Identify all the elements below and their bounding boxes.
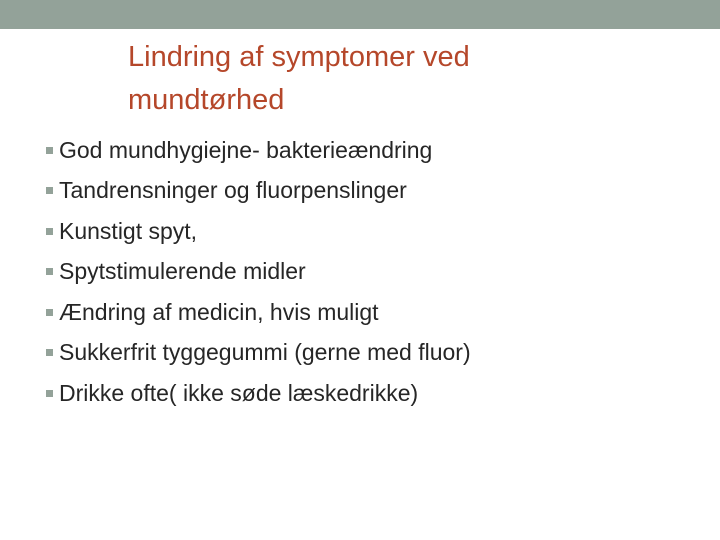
- bullet-item: [46, 171, 471, 212]
- bullet-item: [46, 252, 471, 293]
- bullet-item: [46, 292, 471, 333]
- square-bullet-icon: [46, 268, 53, 275]
- slide-title-line-1: Lindring af symptomer ved: [128, 41, 470, 73]
- square-bullet-icon: [46, 349, 53, 356]
- square-bullet-icon: [46, 147, 53, 154]
- bullet-text: Ændring af medicin, hvis muligt: [59, 298, 379, 325]
- bullet-text: Kunstigt spyt,: [59, 217, 198, 244]
- square-bullet-icon: [46, 228, 53, 235]
- square-bullet-icon: [46, 187, 53, 194]
- bullet-list: [46, 130, 471, 414]
- slide-title-line-2: mundtørhed: [128, 84, 285, 116]
- slide-title: [128, 36, 648, 122]
- bullet-text: God mundhygiejne- bakterieændring: [59, 136, 433, 163]
- top-accent-band: [0, 0, 720, 29]
- square-bullet-icon: [46, 309, 53, 316]
- bullet-item: [46, 130, 471, 171]
- bullet-item: [46, 211, 471, 252]
- bullet-text: Sukkerfrit tyggegummi (gerne med fluor): [59, 339, 471, 366]
- bullet-text: Drikke ofte( ikke søde læskedrikke): [59, 379, 419, 406]
- bullet-item: [46, 373, 471, 414]
- bullet-text: Tandrensninger og fluorpenslinger: [59, 177, 407, 204]
- square-bullet-icon: [46, 390, 53, 397]
- bullet-text: Spytstimulerende midler: [59, 258, 306, 285]
- bullet-item: [46, 333, 471, 374]
